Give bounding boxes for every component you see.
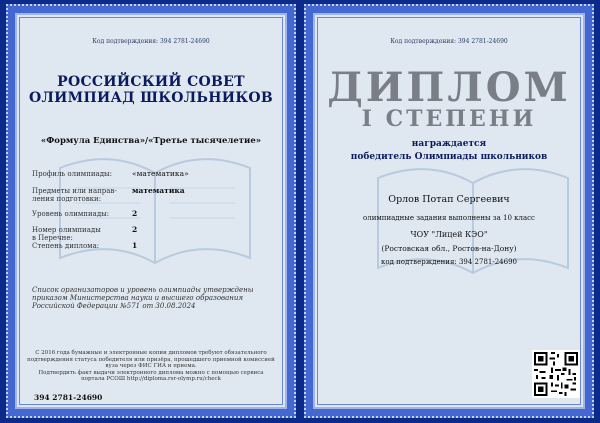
verification-code-top: Код подтверждения: 394 2781-24690 — [390, 38, 508, 45]
field-label-degree: Степень диплома: — [32, 242, 100, 250]
footnote-line: С 2016 года бумажные и электронные копии дипломов требуют обязательного — [35, 350, 267, 356]
organization-title-line2: ОЛИМПИАД ШКОЛЬНИКОВ — [28, 90, 273, 106]
school-region: (Ростовская обл., Ростов-на-Дону) — [381, 244, 517, 253]
footnote — [20, 350, 282, 383]
footnote-line: Подтвердить факт выдачи электронного диплома можно с помощью сервиса — [38, 369, 264, 376]
school-name: ЧОУ "Лицей КЭО" — [410, 230, 488, 239]
footnote-line: вуза через ФИС ГИА и приема. — [105, 363, 197, 369]
field-label-level: Уровень олимпиады: — [32, 210, 110, 218]
organization-title — [20, 74, 282, 106]
verification-code-bottom: код подтверждения: 394 2781-24690 — [380, 258, 517, 266]
award-text — [318, 138, 580, 164]
footnote-line: подтверждения статуса победителя или призёра, прошедшего приемной комиссией — [27, 356, 275, 363]
award-line2: победитель Олимпиады школьников — [350, 152, 548, 162]
field-label-list-number: Номер олимпиады в Перечне: — [32, 226, 101, 242]
field-label-profile: Профиль олимпиады: — [32, 170, 112, 178]
footnote-line: портала РСОШ http://diploma.rsr-olymp.ru/check — [81, 376, 221, 382]
field-value-degree: 1 — [132, 241, 138, 250]
diploma-left-page — [6, 4, 296, 418]
field-value-profile: «математика» — [132, 169, 189, 178]
field-value-level: 2 — [132, 209, 138, 218]
olympiad-name: «Формула Единства»/«Третье тысячелетие» — [40, 136, 262, 146]
diploma-right-page — [304, 4, 594, 418]
award-line1: награждается — [411, 139, 487, 149]
field-value-list-number: 2 — [132, 225, 138, 234]
approval-note: Список организаторов и уровень олимпиады утверждены приказом Министерства науки и высшего образования Российской Федерации №571 от 30.08.2024 — [32, 286, 254, 310]
field-value-subjects: математика — [132, 186, 185, 195]
grade-text: олимпиадные задания выполнены за 10 класс — [363, 214, 535, 222]
open-book-watermark — [40, 128, 270, 278]
field-label-subjects: Предметы или направ- ления подготовки: — [32, 187, 117, 203]
diploma-number: 394 2781-24690 — [34, 393, 103, 402]
diploma-heading: ДИПЛОМ — [327, 64, 571, 111]
verification-code-top: Код подтверждения: 394 2781-24690 — [92, 38, 210, 45]
organization-title-line1: РОССИЙСКИЙ СОВЕТ — [57, 74, 245, 90]
qr-code — [532, 350, 580, 398]
winner-name: Орлов Потап Сергеевич — [388, 194, 510, 205]
degree-heading: I СТЕПЕНИ — [361, 106, 537, 132]
